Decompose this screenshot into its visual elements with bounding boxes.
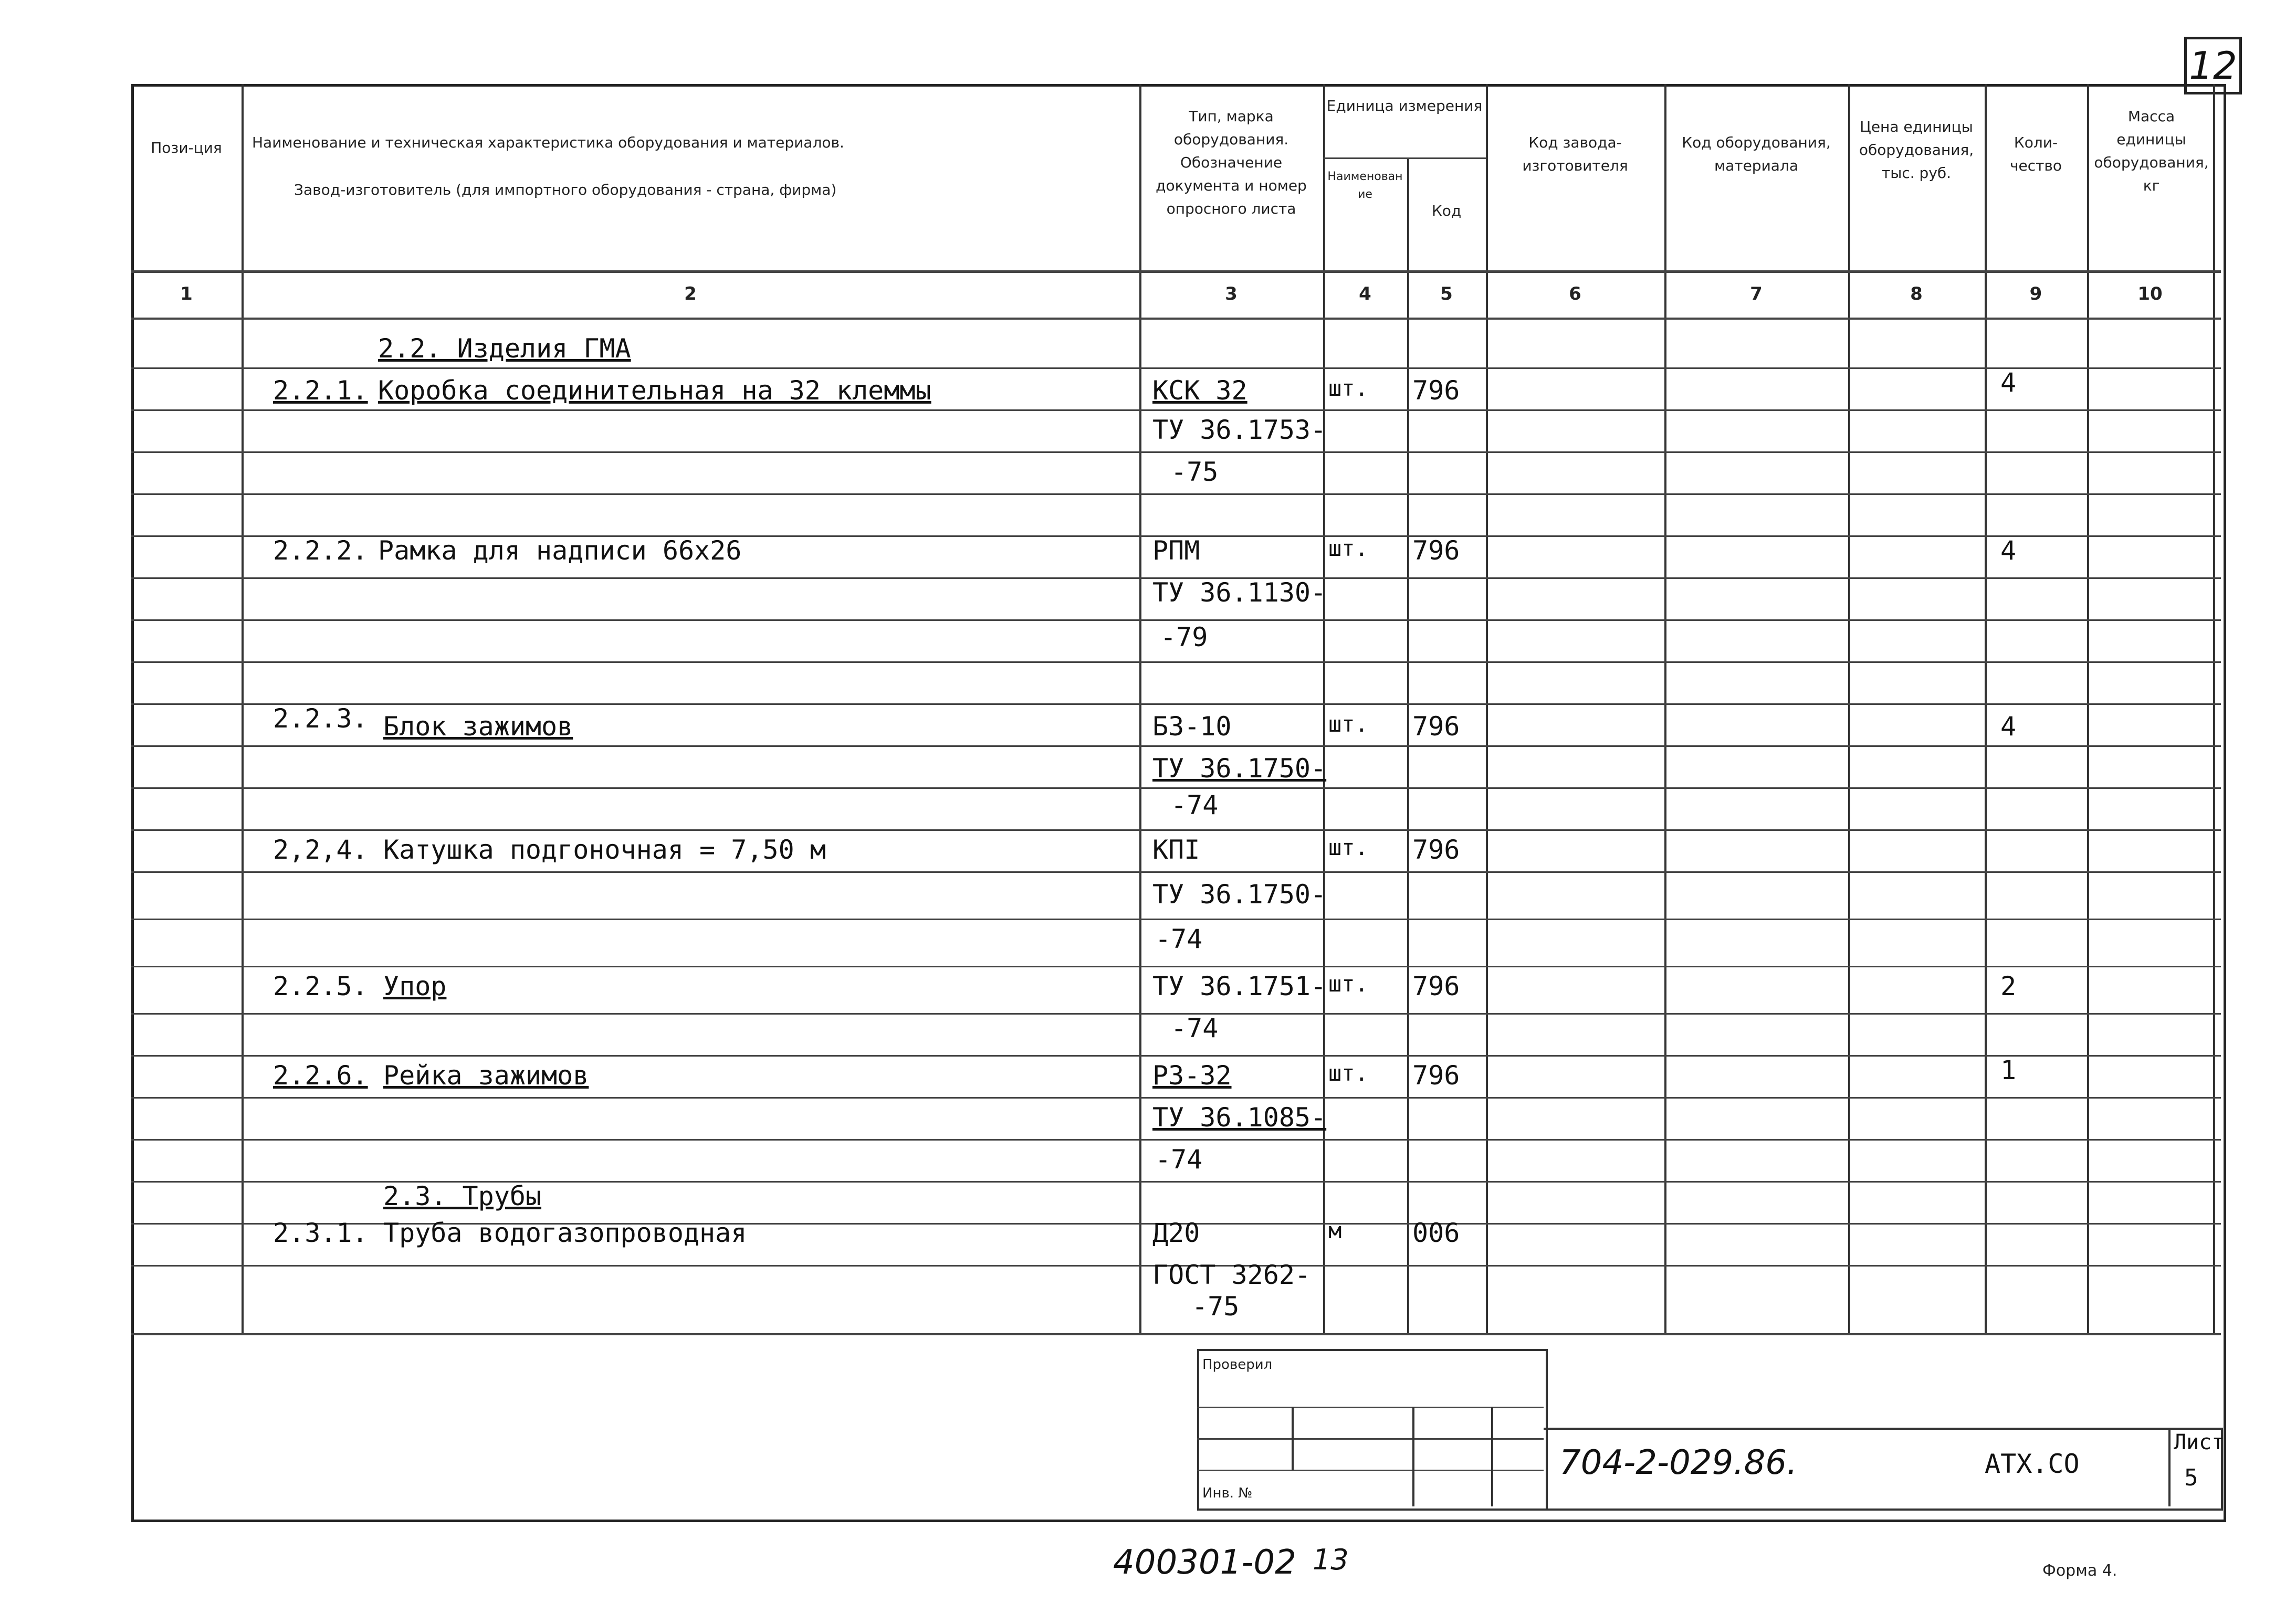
row-quantity: 4 [2000, 711, 2017, 742]
row-type: -75 [1171, 457, 1219, 487]
column-number: 6 [1569, 283, 1581, 304]
row-type: -79 [1160, 622, 1208, 652]
column-number: 5 [1440, 283, 1453, 304]
row-type: КПI [1152, 835, 1200, 865]
row-position: 2.2.3. [273, 703, 368, 734]
sheet-number: 12 [2189, 44, 2237, 88]
row-type: ТУ 36.1753- [1152, 415, 1327, 445]
row-line [131, 493, 2221, 495]
column-number: 10 [2137, 283, 2163, 304]
row-line [131, 871, 2221, 873]
stamp-divider [1412, 1407, 1414, 1506]
sheet-divider [2168, 1428, 2171, 1506]
row-name: Катушка подгоночная = 7,50 м [383, 835, 826, 865]
row-unit: шт. [1328, 971, 1368, 997]
sheet-label: Лист [2174, 1430, 2225, 1454]
sheet-value: 5 [2184, 1464, 2198, 1491]
header-unit-name: Наименование [1327, 170, 1403, 201]
row-line [131, 619, 2221, 621]
row-code: 796 [1412, 711, 1460, 742]
row-line [131, 1097, 2221, 1099]
column-number: 8 [1910, 283, 1923, 304]
row-unit: шт. [1328, 835, 1368, 860]
row-type: ТУ 36.1130- [1152, 577, 1327, 608]
row-position: 2.3.1. [273, 1218, 368, 1248]
row-name: Труба водогазопроводная [383, 1218, 747, 1248]
header-quantity: Коли-чество [2009, 134, 2062, 174]
row-line [131, 919, 2221, 920]
row-unit: шт. [1328, 711, 1368, 737]
column-number: 2 [684, 283, 697, 304]
column-number: 7 [1750, 283, 1763, 304]
row-position: 2.2.6. [273, 1060, 368, 1091]
row-type: ГОСТ 3262- [1152, 1260, 1311, 1290]
column-numbers-line [131, 318, 2221, 320]
table-bottom-line [131, 1333, 2221, 1335]
row-name: Рамка для надписи 66х26 [378, 535, 742, 566]
handwritten-number: 400301-02 [1113, 1543, 1296, 1582]
column-number: 4 [1359, 283, 1371, 304]
row-type: -74 [1155, 924, 1203, 954]
row-line [131, 966, 2221, 967]
row-line [131, 1055, 2221, 1057]
row-type: ТУ 36.1751- [1152, 971, 1327, 1001]
row-line [131, 409, 2221, 411]
row-type: -74 [1171, 790, 1219, 820]
column-number: 9 [2029, 283, 2042, 304]
row-name: Рейка зажимов [383, 1060, 589, 1091]
row-code: 796 [1412, 835, 1460, 865]
row-line [131, 1139, 2221, 1141]
row-line [131, 787, 2221, 789]
section-title: 2.3. Трубы [383, 1181, 542, 1211]
header-unit: Единица измерения [1326, 97, 1483, 114]
header-name-line2: Завод-изготовитель (для импортного оборудования - страна, фирма) [294, 181, 837, 198]
row-line [131, 451, 2221, 453]
document-number: 704-2-029.86. [1559, 1443, 1798, 1482]
row-position: 2.2.2. [273, 535, 368, 566]
row-type: КСК 32 [1152, 375, 1247, 406]
header-bottom-line [131, 270, 2221, 273]
row-code: 006 [1412, 1218, 1460, 1248]
unit-header-split [1323, 157, 1486, 159]
header-type: Тип, марка оборудования. Обозначение документа и номер опросного листа [1156, 108, 1307, 217]
row-quantity: 4 [2000, 535, 2017, 566]
row-type: ТУ 36.1750- [1152, 879, 1327, 910]
row-line [131, 703, 2221, 705]
row-line [131, 745, 2221, 747]
row-unit: шт. [1328, 535, 1368, 561]
row-line [131, 661, 2221, 663]
checked-label: Проверил [1202, 1357, 1273, 1373]
row-name: Коробка соединительная на 32 клеммы [378, 375, 931, 406]
row-unit: м [1328, 1218, 1342, 1243]
header-mass: Масса единицы оборудования, кг [2094, 108, 2209, 194]
stamp-divider [1491, 1407, 1493, 1506]
header-unit-code: Код [1431, 202, 1462, 219]
page-number: 13 [1313, 1543, 1349, 1576]
row-unit: шт. [1328, 1060, 1368, 1086]
inventory-label: Инв. № [1202, 1485, 1253, 1501]
row-type: Д20 [1152, 1218, 1200, 1248]
row-line [131, 829, 2221, 831]
row-type: РПМ [1152, 535, 1200, 566]
row-type: БЗ-10 [1152, 711, 1232, 742]
column-number: 1 [180, 283, 193, 304]
row-position: 2.2.1. [273, 375, 368, 406]
header-price: Цена единицы оборудования, тыс. руб. [1859, 118, 1974, 182]
form-label: Форма 4. [2042, 1562, 2117, 1580]
row-position: 2,2,4. [273, 835, 368, 865]
row-unit: шт. [1328, 375, 1368, 401]
row-code: 796 [1412, 375, 1460, 406]
row-type: РЗ-32 [1152, 1060, 1232, 1091]
row-type: -74 [1171, 1013, 1219, 1043]
row-type: -74 [1155, 1144, 1203, 1175]
row-name: Блок зажимов [383, 711, 573, 742]
row-type: ТУ 36.1085- [1152, 1102, 1327, 1133]
stamp-divider [1292, 1407, 1294, 1470]
row-quantity: 4 [2000, 367, 2017, 398]
document-code: АТХ.СО [1985, 1449, 2080, 1479]
row-code: 796 [1412, 535, 1460, 566]
header-position: Пози-ция [151, 139, 222, 156]
row-quantity: 2 [2000, 971, 2017, 1001]
section-title: 2.2. Изделия ГМА [378, 333, 631, 364]
header-name-line1: Наименование и техническая характеристика оборудования и материалов. [252, 134, 844, 151]
header-manufacturer-code: Код завода-изготовителя [1522, 134, 1628, 174]
row-code: 796 [1412, 971, 1460, 1001]
row-position: 2.2.5. [273, 971, 368, 1001]
row-quantity: 1 [2000, 1055, 2017, 1085]
row-type: ТУ 36.1750- [1152, 753, 1327, 784]
column-number: 3 [1225, 283, 1238, 304]
row-code: 796 [1412, 1060, 1460, 1091]
row-type: -75 [1192, 1291, 1240, 1322]
row-name: Упор [383, 971, 447, 1001]
header-equipment-code: Код оборудования, материала [1682, 134, 1831, 174]
row-line [131, 367, 2221, 369]
